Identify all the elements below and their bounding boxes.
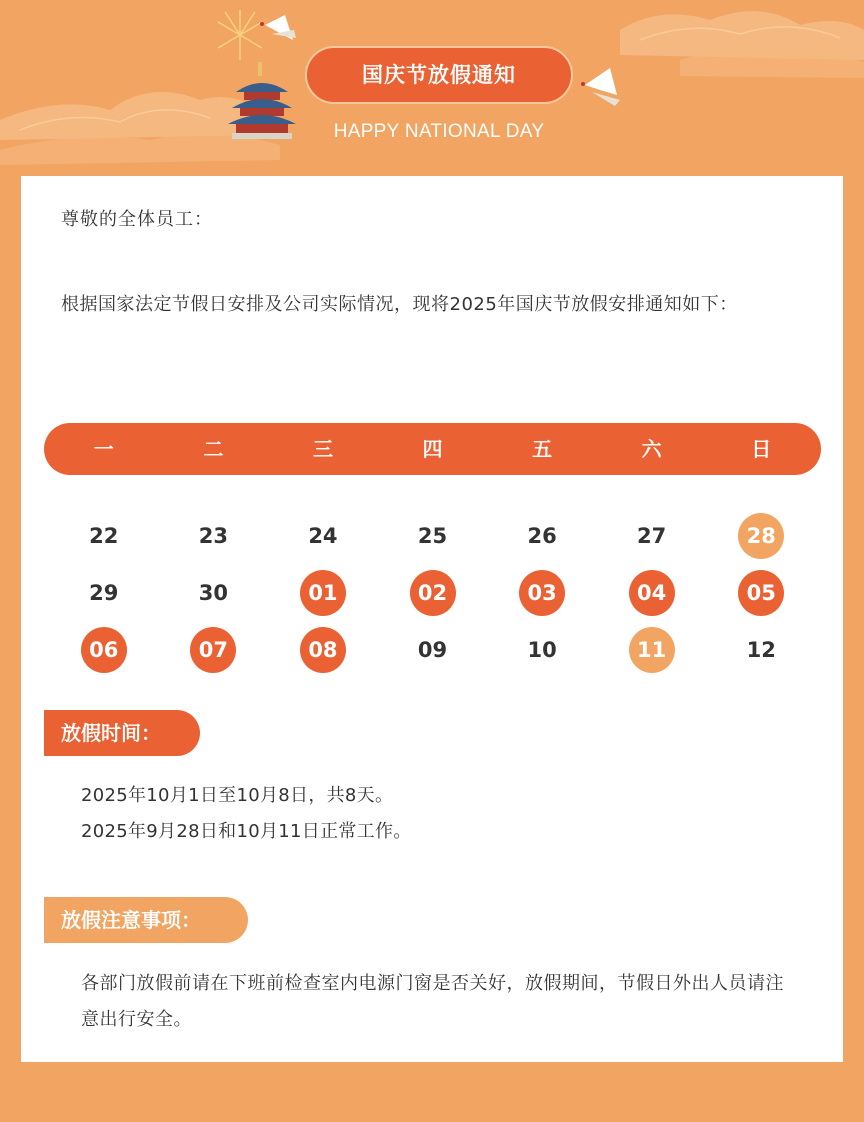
calendar-day-number: 07 <box>190 627 236 673</box>
calendar-day-normal <box>159 564 269 621</box>
calendar-day-normal <box>487 621 597 678</box>
calendar-day-holiday <box>268 564 378 621</box>
calendar-day-normal <box>487 507 597 564</box>
calendar-day-holiday <box>378 564 488 621</box>
calendar-day-number: 30 <box>198 580 228 605</box>
calendar-day-holiday <box>49 621 159 678</box>
calendar-day-normal <box>49 507 159 564</box>
calendar-day-number: 29 <box>89 580 119 605</box>
calendar-day-holiday <box>268 621 378 678</box>
calendar-day-number: 05 <box>738 570 784 616</box>
calendar-day-number: 06 <box>81 627 127 673</box>
holiday-time-line: 2025年9月28日和10月11日正常工作。 <box>81 821 412 842</box>
greeting: 尊敬的全体员工： <box>61 209 213 230</box>
weekday-label: 四 <box>422 437 443 461</box>
calendar-row <box>49 507 816 564</box>
calendar-row <box>49 564 816 621</box>
calendar-day-normal <box>706 621 816 678</box>
notices-text: 各部门放假前请在下班前检查室内电源门窗是否关好，放假期间，节假日外出人员请注意出行安全。 <box>81 973 784 1030</box>
weekday-label: 二 <box>203 437 224 461</box>
intro-paragraph: 根据国家法定节假日安排及公司实际情况，现将2025年国庆节放假安排通知如下： <box>61 294 738 315</box>
calendar-day-normal <box>268 507 378 564</box>
holiday-time-heading: 放假时间： <box>44 710 200 756</box>
calendar-day-holiday <box>597 564 707 621</box>
header-banner <box>0 0 864 176</box>
calendar-day-number: 03 <box>519 570 565 616</box>
weekday-label: 六 <box>641 437 662 461</box>
calendar-day-number: 27 <box>637 523 667 548</box>
calendar-day-number: 12 <box>746 637 776 662</box>
calendar-day-number: 28 <box>738 513 784 559</box>
calendar-day-workday <box>706 507 816 564</box>
crane-icon <box>581 68 620 106</box>
holiday-time-lines <box>81 778 412 850</box>
calendar-day-normal <box>597 507 707 564</box>
calendar-day-number: 10 <box>527 637 557 662</box>
page-subtitle: HAPPY NATIONAL DAY <box>333 121 545 142</box>
calendar-day-number: 02 <box>410 570 456 616</box>
weekday-label: 一 <box>93 437 114 461</box>
calendar-day-number: 23 <box>198 523 228 548</box>
calendar-day-holiday <box>159 621 269 678</box>
calendar-day-number: 24 <box>308 523 338 548</box>
calendar-day-number: 04 <box>629 570 675 616</box>
calendar-day-number: 22 <box>89 523 119 548</box>
weekday-label: 日 <box>751 437 772 461</box>
weekday-header <box>44 423 821 475</box>
calendar-day-number: 08 <box>300 627 346 673</box>
calendar-day-number: 09 <box>417 637 448 662</box>
weekday-label: 五 <box>532 437 553 461</box>
calendar-day-number: 01 <box>300 570 346 616</box>
crane-icon <box>260 15 296 40</box>
weekday-label: 三 <box>312 437 333 461</box>
calendar-day-normal <box>378 621 488 678</box>
firework-icon <box>218 10 262 60</box>
calendar-day-normal <box>159 507 269 564</box>
calendar-row <box>49 621 816 678</box>
calendar-day-number: 11 <box>629 627 675 673</box>
calendar-day-holiday <box>706 564 816 621</box>
calendar-day-workday <box>597 621 707 678</box>
holiday-time-line: 2025年10月1日至10月8日，共8天。 <box>81 785 394 806</box>
page-title: 国庆节放假通知 <box>305 46 573 104</box>
calendar-day-number: 26 <box>527 523 557 548</box>
calendar-day-number: 25 <box>417 523 448 548</box>
calendar-day-normal <box>49 564 159 621</box>
calendar-day-normal <box>378 507 488 564</box>
calendar-day-holiday <box>487 564 597 621</box>
notice-card <box>21 176 843 1062</box>
holiday-calendar <box>49 507 816 678</box>
notices-heading: 放假注意事项： <box>44 897 248 943</box>
